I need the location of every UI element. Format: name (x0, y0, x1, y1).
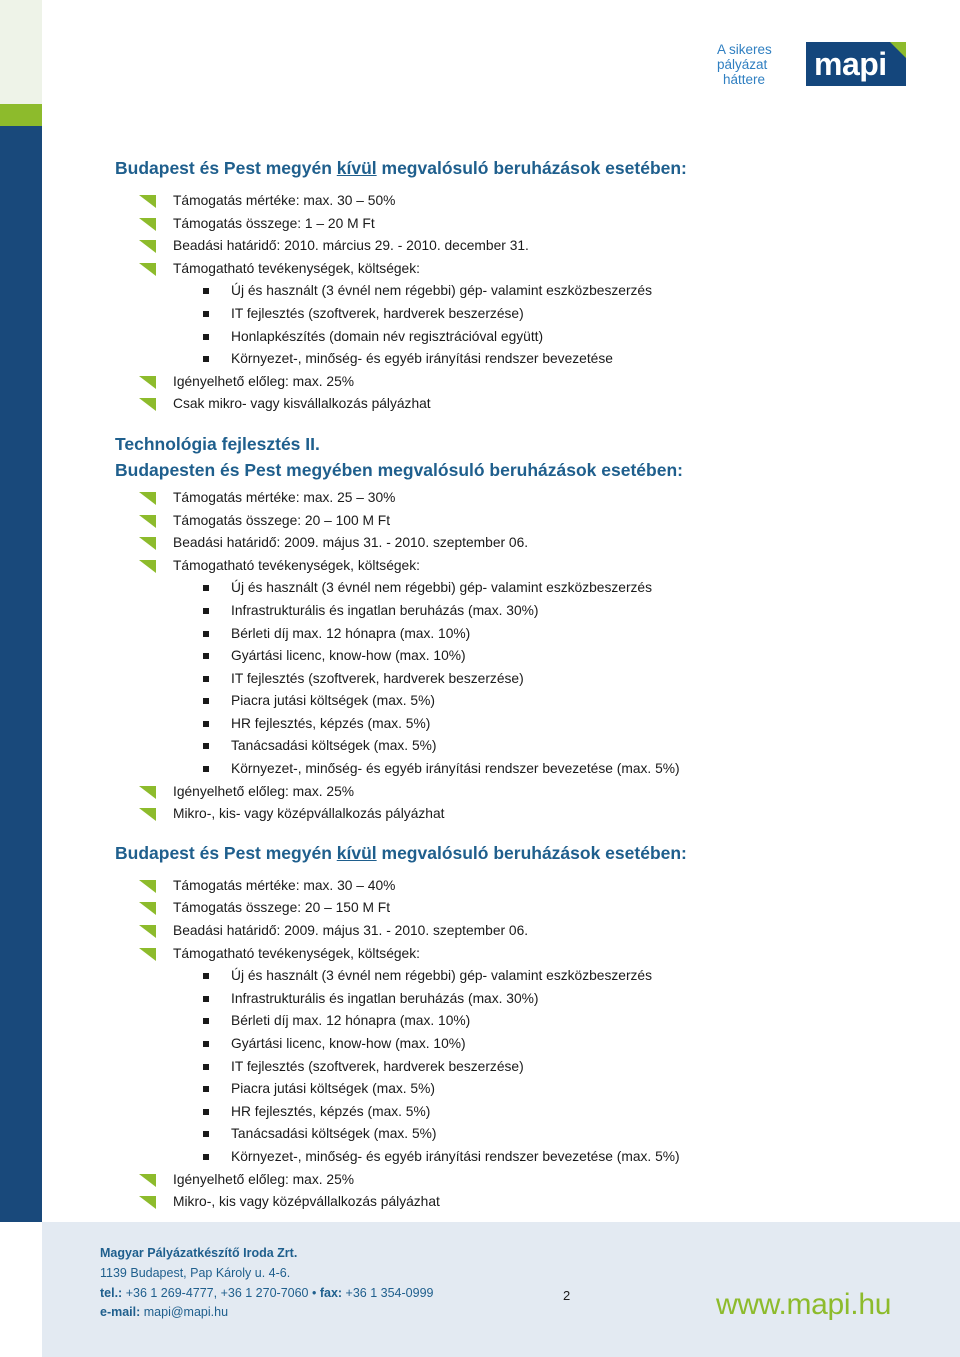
square-bullet-icon (203, 1064, 209, 1070)
list-item: Beadási határidő: 2010. március 29. - 2010. december 31. (115, 235, 895, 258)
sub-list-item: Piacra jutási költségek (max. 5%) (115, 690, 895, 713)
bullet-list (115, 487, 895, 826)
list-item: Beadási határidő: 2009. május 31. - 2010. szeptember 06. (115, 920, 895, 943)
triangle-bullet-icon (139, 925, 156, 938)
square-bullet-icon (203, 608, 209, 614)
list-item: Igényelhető előleg: max. 25% (115, 781, 895, 804)
slogan-line: háttere (723, 72, 766, 87)
square-bullet-icon (203, 1018, 209, 1024)
square-bullet-icon (203, 1109, 209, 1115)
list-item: Támogatható tevékenységek, költségek: Új és használt (3 évnél nem régebbi) gép- valamint eszközbeszerzés Infrastrukturális és ingatlan beruházás (max. 30%) Bérleti díj max. 12 hónapra (max. 10%) Gyártási licenc, know-how (max. 10%) IT fejlesztés (szoftverek, hardverek beszerzése) Piacra jutási költségek (max. 5%) HR fejlesztés, képzés (max. 5%) Tanácsadási költségek (max. 5%) Környezet-, minőség- és egyéb irányítási rendszer bevezetése (max. 5%) (115, 943, 895, 1169)
sub-list-item: Bérleti díj max. 12 hónapra (max. 10%) (115, 1010, 895, 1033)
square-bullet-icon (203, 766, 209, 772)
sub-list-item: Bérleti díj max. 12 hónapra (max. 10%) (115, 623, 895, 646)
list-item: Mikro-, kis vagy középvállalkozás pályázhat (115, 1191, 895, 1214)
section-heading: Budapest és Pest megyén kívül megvalósuló beruházások esetében: (115, 158, 687, 178)
triangle-bullet-icon (139, 240, 156, 253)
square-bullet-icon (203, 1131, 209, 1137)
logo-corner-triangle (890, 42, 906, 58)
sub-list-item: Gyártási licenc, know-how (max. 10%) (115, 645, 895, 668)
sub-list-item: HR fejlesztés, képzés (max. 5%) (115, 713, 895, 736)
page-number: 2 (563, 1288, 571, 1303)
sub-list-item: Tanácsadási költségek (max. 5%) (115, 1123, 895, 1146)
sub-list (173, 965, 895, 1168)
square-bullet-icon (203, 356, 209, 362)
list-item: Támogatás összege: 20 – 150 M Ft (115, 897, 895, 920)
triangle-bullet-icon (139, 880, 156, 893)
bullet-list (115, 875, 895, 1214)
sub-list-item: Piacra jutási költségek (max. 5%) (115, 1078, 895, 1101)
sub-list (173, 577, 895, 780)
left-bar-green (0, 104, 42, 126)
page-footer (42, 1222, 960, 1357)
list-item: Mikro-, kis- vagy középvállalkozás pályázhat (115, 803, 895, 826)
triangle-bullet-icon (139, 902, 156, 915)
list-item: Támogatható tevékenységek, költségek: Új és használt (3 évnél nem régebbi) gép- valamint eszközbeszerzés IT fejlesztés (szoftverek, hardverek beszerzése) Honlapkészítés (domain név regisztrációval együtt) Környezet-, minőség- és egyéb irányítási rendszer bevezetése (115, 258, 895, 371)
section-heading: Budapest és Pest megyén kívül megvalósuló beruházások esetében: (115, 842, 687, 863)
list-item: Igényelhető előleg: max. 25% (115, 1169, 895, 1192)
list-item: Támogatás összege: 20 – 100 M Ft (115, 510, 895, 533)
list-item: Támogatás összege: 1 – 20 M Ft (115, 213, 895, 236)
triangle-bullet-icon (139, 398, 156, 411)
footer-email: e-mail: mapi@mapi.hu (100, 1305, 229, 1319)
square-bullet-icon (203, 1086, 209, 1092)
left-bar-navy (0, 126, 42, 1222)
mapi-logo (806, 42, 906, 86)
list-item: Támogatás mértéke: max. 30 – 50% (115, 190, 895, 213)
sub-list-item: Gyártási licenc, know-how (max. 10%) (115, 1033, 895, 1056)
sub-list-item: Új és használt (3 évnél nem régebbi) gép- valamint eszközbeszerzés (115, 965, 895, 988)
square-bullet-icon (203, 698, 209, 704)
triangle-bullet-icon (139, 808, 156, 821)
section-heading: Budapesten és Pest megyében megvalósuló beruházások esetében: (115, 459, 683, 480)
square-bullet-icon (203, 585, 209, 591)
square-bullet-icon (203, 334, 209, 340)
triangle-bullet-icon (139, 786, 156, 799)
list-item: Beadási határidő: 2009. május 31. - 2010. szeptember 06. (115, 532, 895, 555)
sub-list-item: Környezet-, minőség- és egyéb irányítási rendszer bevezetése (115, 348, 895, 371)
list-item: Támogatás mértéke: max. 30 – 40% (115, 875, 895, 898)
footer-address: 1139 Budapest, Pap Károly u. 4-6. (100, 1266, 291, 1280)
triangle-bullet-icon (139, 1196, 156, 1209)
slogan-line: A sikeres (717, 42, 772, 57)
list-item: Igényelhető előleg: max. 25% (115, 371, 895, 394)
slogan-line: pályázat (717, 57, 768, 72)
sub-list-item: Infrastrukturális és ingatlan beruházás (max. 30%) (115, 988, 895, 1011)
header-slogan (717, 42, 797, 87)
square-bullet-icon (203, 1154, 209, 1160)
underlined-word: kívül (336, 842, 377, 863)
triangle-bullet-icon (139, 263, 156, 276)
square-bullet-icon (203, 676, 209, 682)
square-bullet-icon (203, 721, 209, 727)
triangle-bullet-icon (139, 195, 156, 208)
square-bullet-icon (203, 631, 209, 637)
list-item: Támogatás mértéke: max. 25 – 30% (115, 487, 895, 510)
underlined-word: kívül (336, 158, 377, 178)
bullet-list (115, 190, 895, 416)
square-bullet-icon (203, 973, 209, 979)
sub-list-item: HR fejlesztés, képzés (max. 5%) (115, 1101, 895, 1124)
document-content (115, 155, 895, 1214)
footer-contact: tel.: +36 1 269-4777, +36 1 270-7060 • fax: +36 1 354-0999 (100, 1286, 434, 1300)
footer-company: Magyar Pályázatkészítő Iroda Zrt. (100, 1246, 298, 1260)
list-item: Támogatható tevékenységek, költségek: Új és használt (3 évnél nem régebbi) gép- valamint eszközbeszerzés Infrastrukturális és ingatlan beruházás (max. 30%) Bérleti díj max. 12 hónapra (max. 10%) Gyártási licenc, know-how (max. 10%) IT fejlesztés (szoftverek, hardverek beszerzése) Piacra jutási költségek (max. 5%) HR fejlesztés, képzés (max. 5%) Tanácsadási költségek (max. 5%) Környezet-, minőség- és egyéb irányítási rendszer bevezetése (max. 5%) (115, 555, 895, 781)
triangle-bullet-icon (139, 1174, 156, 1187)
triangle-bullet-icon (139, 560, 156, 573)
sub-list-item: Környezet-, minőség- és egyéb irányítási rendszer bevezetése (max. 5%) (115, 758, 895, 781)
sub-list-item: Új és használt (3 évnél nem régebbi) gép- valamint eszközbeszerzés (115, 577, 895, 600)
sub-list (173, 280, 895, 370)
square-bullet-icon (203, 288, 209, 294)
sub-list-item: Infrastrukturális és ingatlan beruházás (max. 30%) (115, 600, 895, 623)
left-bar-light (0, 0, 42, 104)
sub-list-item: IT fejlesztés (szoftverek, hardverek beszerzése) (115, 668, 895, 691)
footer-website: www.mapi.hu (716, 1288, 892, 1321)
triangle-bullet-icon (139, 218, 156, 231)
list-item: Csak mikro- vagy kisvállalkozás pályázhat (115, 393, 895, 416)
triangle-bullet-icon (139, 492, 156, 505)
logo-text: mapi (814, 46, 887, 82)
triangle-bullet-icon (139, 537, 156, 550)
triangle-bullet-icon (139, 376, 156, 389)
square-bullet-icon (203, 743, 209, 749)
sub-list-item: IT fejlesztés (szoftverek, hardverek beszerzése) (115, 303, 895, 326)
square-bullet-icon (203, 653, 209, 659)
square-bullet-icon (203, 996, 209, 1002)
square-bullet-icon (203, 1041, 209, 1047)
square-bullet-icon (203, 311, 209, 317)
sub-list-item: Környezet-, minőség- és egyéb irányítási rendszer bevezetése (max. 5%) (115, 1146, 895, 1169)
sub-list-item: Honlapkészítés (domain név regisztrációval együtt) (115, 326, 895, 349)
triangle-bullet-icon (139, 948, 156, 961)
sub-list-item: Új és használt (3 évnél nem régebbi) gép- valamint eszközbeszerzés (115, 280, 895, 303)
sub-list-item: Tanácsadási költségek (max. 5%) (115, 735, 895, 758)
sub-list-item: IT fejlesztés (szoftverek, hardverek beszerzése) (115, 1056, 895, 1079)
section-title: Technológia fejlesztés II. (115, 433, 320, 454)
triangle-bullet-icon (139, 515, 156, 528)
